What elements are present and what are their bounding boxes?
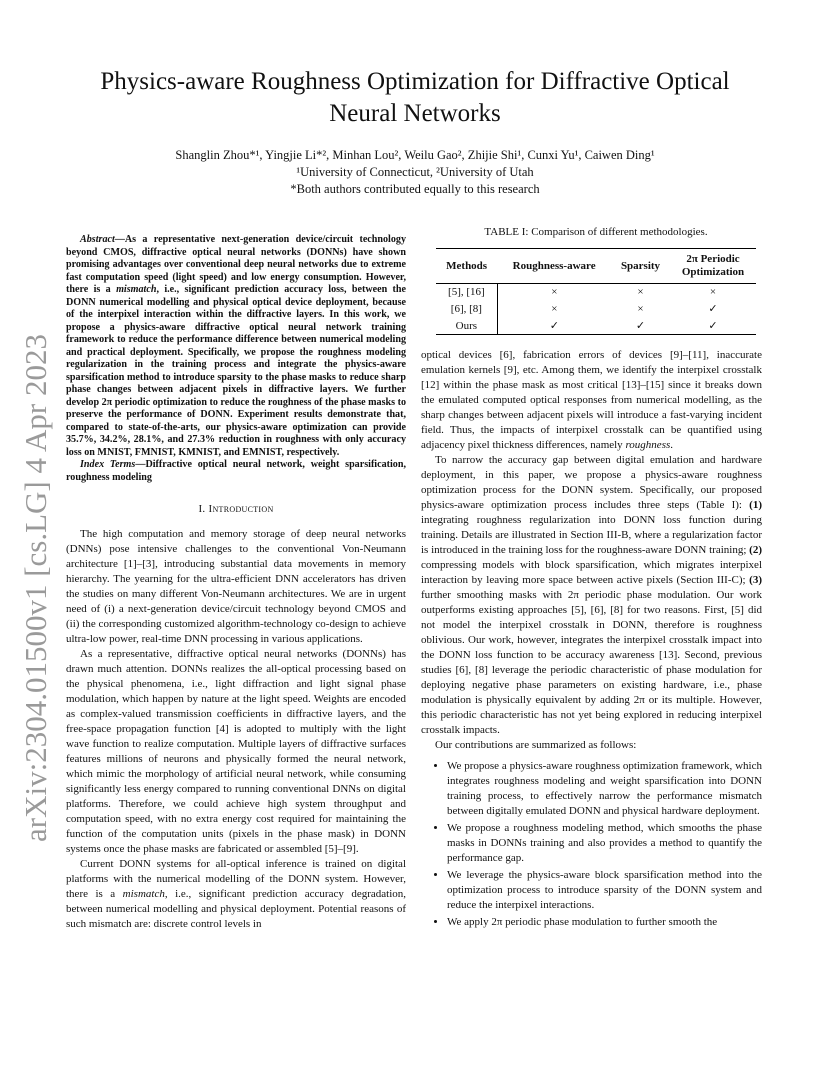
- intro-paragraph-3: Current DONN systems for all-optical inference is trained on digital platforms with the numerical modelling of the DONN system. However, there is a mismatch, i.e., significant prediction accuracy degradation, between numerical modelling and physical deployment. Potential reasons of such mismatch are: discrete control levels in: [66, 858, 406, 930]
- title-line-2: Neural Networks: [329, 100, 501, 127]
- list-item: • We leverage the physics-aware block sparsification method into the optimization process to introduce sparsity of the DONN system and reduce the interpixel interactions.: [447, 868, 762, 913]
- header-sparsity: Sparsity: [620, 259, 661, 272]
- cell-sparsity: ×: [637, 302, 644, 315]
- table-header-row: [436, 249, 756, 284]
- author-block: [60, 147, 770, 198]
- authors-line: Shanglin Zhou*¹, Yingjie Li*², Minhan Lou², Weilu Gao², Zhijie Shi¹, Cunxi Yu¹, Caiwen Ding¹: [175, 148, 655, 162]
- table-row: [436, 317, 756, 335]
- index-terms: Index Terms—Diffractive optical neural network, weight sparsification, roughness modeling: [66, 459, 406, 483]
- list-item: • We apply 2π periodic phase modulation to further smooth the: [447, 915, 762, 930]
- header-periodic: 2π Periodic Optimization: [681, 253, 745, 278]
- cell-method: Ours: [436, 317, 497, 335]
- table-caption: TABLE I: Comparison of different methodologies.: [484, 226, 708, 238]
- comparison-table-block: [436, 226, 756, 335]
- list-item: • We propose a roughness modeling method, which smooths the phase masks in DONNs training and also provides a method to quantify the performance gap.: [447, 821, 762, 866]
- index-terms-label: Index Terms: [80, 459, 136, 470]
- cell-sparsity: ×: [637, 286, 644, 298]
- cell-periodic: ✓: [708, 320, 718, 332]
- contributions-intro: Our contributions are summarized as follows:: [435, 739, 637, 751]
- header-methods: Methods: [446, 259, 488, 272]
- equal-contribution-note: *Both authors contributed equally to this research: [290, 182, 540, 196]
- cell-sparsity: ✓: [635, 320, 646, 332]
- right-column: [421, 348, 762, 932]
- right-paragraph-1: optical devices [6], fabrication errors of devices [9]–[11], inaccurate emulation kernels [9], etc. Among them, we identify the interpixel crosstalk [12] within the phase mask as most critical [13]–[15] since it breaks down the emulated computed optical responses from numerical modelling, as the sharp changes between adjacent pixels will introduce a fast-varying incident field. Thus, the impacts of interpixel crosstalk can be quantified using adjacency pixel thickness differences, namely roughness.: [421, 349, 762, 451]
- cell-method: [5], [16]: [436, 284, 497, 301]
- left-column: [66, 234, 406, 932]
- cell-periodic: ✓: [708, 303, 718, 315]
- comparison-table: [436, 248, 756, 335]
- title-line-1: Physics-aware Roughness Optimization for Diffractive Optical: [100, 68, 730, 95]
- cell-roughness: ×: [551, 286, 558, 298]
- list-item: • We propose a physics-aware roughness optimization framework, which integrates roughness modeling and weight sparsification into DONN training process, to effectively narrow the performance mismatch between digitally emulated DONN and physical hardware deployment.: [447, 759, 762, 819]
- intro-paragraph-2: As a representative, diffractive optical neural networks (DONNs) has drawn much attention. DONNs realizes the all-optical processing based on the physical phenomena, i.e., light diffraction and light signal phase modulation, which happen by nature at the light speed. Weights are encoded as complex-valued transmission coefficients in diffractive layers, and the free-space propagation function [4] is adopted to multiply with the light wave function to realize computation. Multiple layers of diffractive surfaces features millions of neurons and physically formed the neural network, which mimic the morphology of artificial neural network, while consuming significantly less energy compared to running conventional DNNs on digital platforms. Therefore, we could achieve high system throughput and computation speed, with no extra energy cost required for maintaining the function of the computation units (pixels in the phase mask) in DONN systems once the phase masks are fabricated or assembled [5]–[9].: [66, 648, 406, 855]
- right-paragraph-2: To narrow the accuracy gap between digital emulation and hardware deployment, in this paper, we propose a physics-aware roughness optimization process for the DONN system. Specifically, our proposed physics-aware optimization process includes three steps (Table I): (1) integrating roughness regularization into DONN loss function during training. Details are illustrated in Section III-B, where a regularization factor is introduced in the training loss for the roughness-aware DONN training; (2) compressing models with block sparsification, which migrates interpixel interaction by leaving more space between active pixels (Section III-C); (3) further smoothing masks with 2π periodic phase modulation. Our work outperforms existing approaches [5], [6], [8] for two reasons. First, [5] did not model the interpixel crosstalk in DONN, therefore is roughness oblivious. Our work, however, integrates the interpixel crosstalk impact into the DONN loss function to be accuracy awareness [13]. Second, previous studies [6], [8] leverage the periodic characteristic of phase modulation for deploying negative phase parameters on existing hardware, i.e., phase modulation is physically equivalent by adding 2π or its multiple. However, this periodic characteristic has not yet being explored in reducing interpixel crosstalk impacts.: [421, 454, 762, 736]
- cell-roughness: ×: [551, 302, 558, 315]
- contributions-list: [421, 759, 762, 930]
- affiliations-line: ¹University of Connecticut, ²University of Utah: [296, 165, 534, 179]
- arxiv-watermark-text: arXiv:2304.01500v1 [cs.LG] 4 Apr 2023: [18, 334, 53, 842]
- header-roughness: Roughness-aware: [512, 259, 596, 272]
- table-row: [436, 300, 756, 317]
- cell-periodic: ×: [709, 286, 717, 298]
- cell-method: [6], [8]: [436, 300, 497, 317]
- section-heading-introduction: I. Introduction: [198, 503, 274, 515]
- abstract: Abstract—As a representative next-generation device/circuit technology beyond CMOS, diffractive optical neural networks (DONNs) have shown promising advantages over conventional deep neural networks due to extreme fast computation speed (light speed) and low energy consumption. However, there is a mismatch, i.e., significant prediction accuracy loss, between the DONN numerical modelling and physical optical device deployment, because of the interpixel interaction within the diffractive layers. In this work, we propose a physics-aware diffractive optical neural network training framework to reduce the performance difference between numerical modeling and practical deployment. Specifically, we propose the roughness modeling regularization in the training process and integrate the physics-aware sparsification method to introduce sparsity to the phase masks to reduce sharp phase changes between adjacent pixels in diffractive layers. We further develop 2π periodic optimization to reduce the roughness of the phase masks to preserve the performance of DONN. Experiment results demonstrate that, compared to state-of-the-arts, our physics-aware optimization can provide 35.7%, 34.2%, 28.1%, and 27.3% reduction in roughness with only accuracy loss on MNIST, FMNIST, KMNIST, and EMNIST, respectively.: [66, 234, 406, 458]
- abstract-emphasis: mismatch: [116, 284, 157, 295]
- table-row: [436, 284, 756, 301]
- intro-paragraph-1: The high computation and memory storage of deep neural networks (DNNs) pose intensive challenges to the conventional Von-Neumann architecture [1]–[3], introducing substantial data movements in memory hierarchy. The yearning for the ultra-efficient DNN accelerators has driven the studies on many different Von-Neumann architectures. We are in urgent need of (i) a next-generation device/circuit technology beyond CMOS and (ii) the corresponding customized algorithm-technology co-design to achieve ultra-low power, real-time DNN processing in various applications.: [66, 528, 406, 645]
- arxiv-watermark: [4, 0, 60, 1072]
- paper-title: [60, 66, 770, 130]
- cell-roughness: ✓: [549, 320, 559, 332]
- abstract-label: Abstract: [80, 234, 115, 245]
